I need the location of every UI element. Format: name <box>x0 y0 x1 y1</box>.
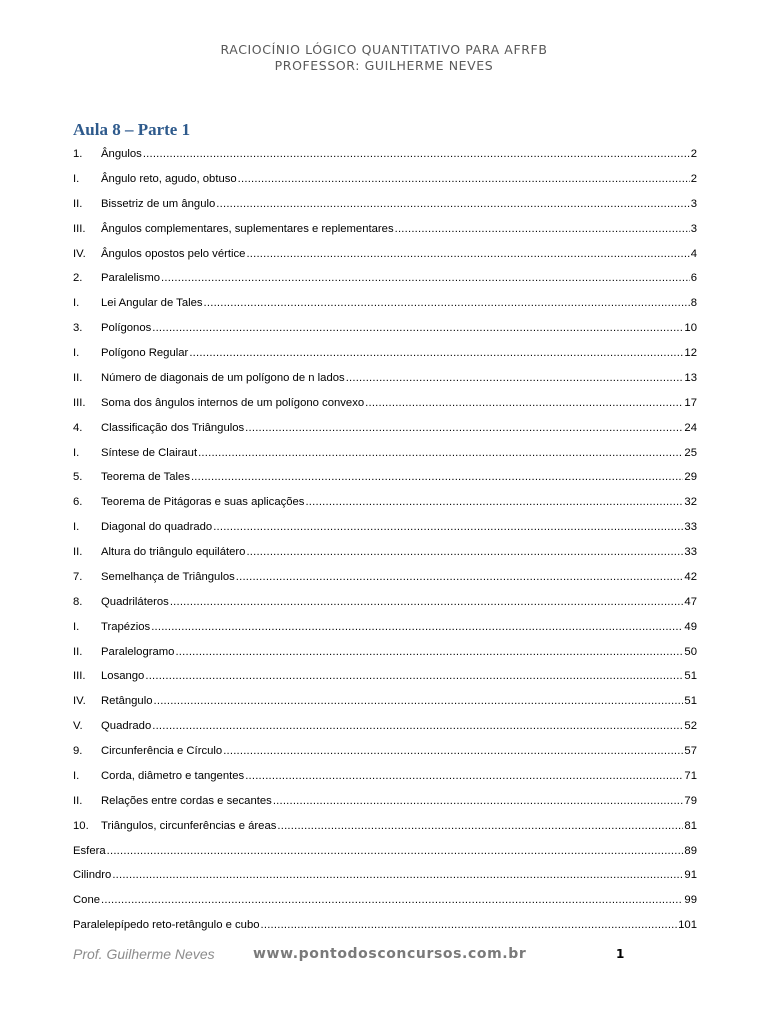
toc-dot-leader <box>170 590 684 615</box>
toc-entry-page: 4 <box>690 247 697 260</box>
header-professor: PROFESSOR: GUILHERME NEVES <box>274 58 494 73</box>
toc-entry[interactable] <box>73 341 697 366</box>
toc-entry-number: II. <box>73 546 83 558</box>
toc-entry-page: 6 <box>690 272 697 285</box>
toc-entry[interactable] <box>73 465 697 490</box>
toc-dot-leader <box>175 640 683 665</box>
toc-entry-page: 79 <box>684 794 697 807</box>
toc-entry-page: 50 <box>684 645 697 658</box>
toc-entry[interactable] <box>73 590 697 615</box>
toc-entry-page: 8 <box>690 297 697 310</box>
toc-entry-page: 101 <box>678 919 697 932</box>
toc-entry-page: 51 <box>684 695 697 708</box>
toc-entry[interactable] <box>73 217 697 242</box>
toc-entry[interactable] <box>73 814 697 839</box>
toc-entry-label: Losango <box>101 670 145 683</box>
toc-entry-number: 1. <box>73 148 83 160</box>
toc-entry[interactable] <box>73 565 697 590</box>
toc-dot-leader <box>154 689 684 714</box>
toc-dot-leader <box>223 739 683 764</box>
toc-dot-leader <box>161 266 690 291</box>
toc-entry[interactable] <box>73 266 697 291</box>
toc-entry-label: Retângulo <box>101 695 153 708</box>
toc-dot-leader <box>101 888 683 913</box>
toc-dot-leader <box>145 664 683 689</box>
toc-dot-leader <box>112 863 683 888</box>
toc-entry-number: 6. <box>73 496 83 509</box>
toc-dot-leader <box>198 441 683 466</box>
toc-dot-leader <box>238 167 690 192</box>
toc-entry-number: 5. <box>73 471 83 484</box>
toc-entry-page: 3 <box>690 222 697 235</box>
toc-dot-leader <box>346 366 684 391</box>
toc-entry-number: II. <box>73 645 83 658</box>
toc-entry[interactable] <box>73 416 697 441</box>
toc-entry-page: 71 <box>684 769 697 782</box>
toc-entry-label: Lei Angular de Tales <box>101 297 203 310</box>
toc-entry-page: 49 <box>684 620 697 633</box>
toc-dot-leader <box>365 391 683 416</box>
toc-entry-label: Trapézios <box>101 620 151 633</box>
page-footer <box>73 946 633 966</box>
toc-entry-label: Circunferência e Círculo <box>101 745 223 757</box>
toc-entry-number: 10. <box>73 819 89 832</box>
toc-entry-label: Teorema de Tales <box>101 471 190 484</box>
toc-entry-label: Número de diagonais de um polígono de n lados <box>101 371 345 384</box>
toc-entry-page: 99 <box>684 894 697 907</box>
toc-dot-leader <box>152 316 683 341</box>
toc-entry[interactable] <box>73 863 697 888</box>
toc-entry-number: III. <box>73 396 86 409</box>
toc-entry-page: 89 <box>684 844 697 857</box>
toc-entry[interactable] <box>73 764 697 789</box>
toc-entry[interactable] <box>73 839 697 864</box>
toc-entry-page: 10 <box>684 322 697 335</box>
toc-entry-number: 9. <box>73 745 83 757</box>
toc-entry-label: Ângulo reto, agudo, obtuso <box>101 172 237 185</box>
toc-entry-label: Classificação dos Triângulos <box>101 421 245 434</box>
toc-dot-leader <box>395 217 690 242</box>
toc-entry-page: 91 <box>684 869 697 882</box>
toc-entry-page: 2 <box>690 172 697 185</box>
toc-entry-number: II. <box>73 197 83 210</box>
toc-entry[interactable] <box>73 640 697 665</box>
toc-entry-label: Quadrado <box>101 720 152 733</box>
toc-entry-page: 2 <box>690 148 697 160</box>
toc-entry-label: Altura do triângulo equilátero <box>101 546 246 558</box>
toc-entry-page: 32 <box>684 496 697 509</box>
toc-dot-leader <box>261 913 678 938</box>
toc-entry-page: 33 <box>684 546 697 558</box>
toc-entry-label: Diagonal do quadrado <box>101 521 213 534</box>
toc-entry[interactable] <box>73 540 697 565</box>
toc-entry-label: Paralelogramo <box>101 645 175 658</box>
toc-entry-page: 17 <box>684 396 697 409</box>
table-of-contents <box>73 142 697 938</box>
toc-dot-leader <box>213 515 683 540</box>
toc-entry[interactable] <box>73 615 697 640</box>
toc-entry-page: 42 <box>684 570 697 583</box>
toc-entry[interactable] <box>73 714 697 739</box>
toc-entry[interactable] <box>73 316 697 341</box>
toc-entry-page: 57 <box>684 745 697 757</box>
toc-entry-label: Teorema de Pitágoras e suas aplicações <box>101 496 305 509</box>
toc-entry-page: 24 <box>684 421 697 434</box>
toc-entry-number: 4. <box>73 421 83 434</box>
toc-entry-number: 7. <box>73 570 83 583</box>
toc-entry-label: Paralelismo <box>101 272 161 285</box>
toc-dot-leader <box>151 615 683 640</box>
section-title: Aula 8 – Parte 1 <box>73 120 191 139</box>
toc-dot-leader <box>204 291 690 316</box>
toc-dot-leader <box>152 714 683 739</box>
toc-entry-label: Síntese de Clairaut <box>101 446 198 459</box>
toc-dot-leader <box>191 465 683 490</box>
toc-entry-number: I. <box>73 297 80 310</box>
toc-entry-label: Ângulos <box>101 148 142 160</box>
toc-entry-label: Paralelepípedo reto-retângulo e cubo <box>73 919 260 932</box>
toc-entry[interactable] <box>73 391 697 416</box>
toc-dot-leader <box>305 490 683 515</box>
toc-dot-leader <box>143 142 690 167</box>
toc-entry-number: I. <box>73 620 80 633</box>
toc-entry-number: I. <box>73 521 80 534</box>
toc-entry-number: I. <box>73 347 80 359</box>
footer-page-number: 1 <box>616 947 625 961</box>
toc-dot-leader <box>273 789 684 814</box>
toc-entry[interactable] <box>73 739 697 764</box>
toc-entry-number: 8. <box>73 595 83 608</box>
toc-entry[interactable] <box>73 366 697 391</box>
toc-entry-number: III. <box>73 222 86 235</box>
footer-website-link[interactable]: www.pontodosconcursos.com.br <box>253 946 527 962</box>
toc-entry-label: Polígono Regular <box>101 347 189 359</box>
toc-entry-number: IV. <box>73 247 86 260</box>
toc-entry-number: II. <box>73 371 83 384</box>
toc-entry-page: 3 <box>690 197 697 210</box>
toc-entry-label: Soma dos ângulos internos de um polígono convexo <box>101 396 365 409</box>
toc-entry-page: 47 <box>684 595 697 608</box>
toc-entry-label: Corda, diâmetro e tangentes <box>101 769 245 782</box>
toc-entry[interactable] <box>73 192 697 217</box>
toc-entry-page: 29 <box>684 471 697 484</box>
toc-entry-page: 81 <box>684 819 697 832</box>
toc-dot-leader <box>107 839 684 864</box>
toc-entry[interactable] <box>73 167 697 192</box>
toc-entry-number: V. <box>73 720 83 733</box>
toc-entry-label: Ângulos complementares, suplementares e replementares <box>101 222 394 235</box>
toc-entry[interactable] <box>73 689 697 714</box>
toc-dot-leader <box>216 192 689 217</box>
toc-entry-page: 13 <box>684 371 697 384</box>
toc-entry-number: 2. <box>73 272 83 285</box>
toc-entry-page: 51 <box>684 670 697 683</box>
toc-entry[interactable] <box>73 291 697 316</box>
toc-entry[interactable] <box>73 515 697 540</box>
toc-entry-label: Cone <box>73 894 101 907</box>
toc-entry-label: Bissetriz de um ângulo <box>101 197 216 210</box>
toc-dot-leader <box>236 565 684 590</box>
toc-entry-page: 33 <box>684 521 697 534</box>
toc-entry[interactable] <box>73 242 697 267</box>
toc-entry[interactable] <box>73 490 697 515</box>
toc-entry-number: III. <box>73 670 86 683</box>
toc-entry[interactable] <box>73 664 697 689</box>
toc-entry-number: II. <box>73 794 83 807</box>
page-header <box>0 42 768 74</box>
toc-entry-number: I. <box>73 172 80 185</box>
toc-entry[interactable] <box>73 789 697 814</box>
toc-entry-label: Esfera <box>73 844 106 857</box>
toc-entry-label: Cilindro <box>73 869 112 882</box>
toc-dot-leader <box>246 540 683 565</box>
toc-entry-number: I. <box>73 446 80 459</box>
toc-entry-label: Triângulos, circunferências e áreas <box>101 819 277 832</box>
toc-dot-leader <box>246 242 689 267</box>
toc-entry-page: 52 <box>684 720 697 733</box>
toc-entry-number: I. <box>73 769 80 782</box>
toc-dot-leader <box>245 416 683 441</box>
toc-dot-leader <box>277 814 683 839</box>
toc-dot-leader <box>189 341 683 366</box>
toc-entry-number: IV. <box>73 695 86 708</box>
toc-entry[interactable] <box>73 913 697 938</box>
toc-entry-label: Quadriláteros <box>101 595 169 608</box>
toc-entry-label: Polígonos <box>101 322 152 335</box>
toc-entry-number: 3. <box>73 322 83 335</box>
header-course-title: RACIOCÍNIO LÓGICO QUANTITATIVO PARA AFRFB <box>220 42 548 57</box>
toc-entry-label: Ângulos opostos pelo vértice <box>101 247 246 260</box>
toc-entry-page: 12 <box>684 347 697 359</box>
toc-entry-page: 25 <box>684 446 697 459</box>
toc-entry[interactable] <box>73 142 697 167</box>
toc-dot-leader <box>245 764 683 789</box>
footer-author: Prof. Guilherme Neves <box>73 946 215 962</box>
toc-entry-label: Semelhança de Triângulos <box>101 570 235 583</box>
toc-entry-label: Relações entre cordas e secantes <box>101 794 272 807</box>
toc-entry[interactable] <box>73 888 697 913</box>
toc-entry[interactable] <box>73 441 697 466</box>
